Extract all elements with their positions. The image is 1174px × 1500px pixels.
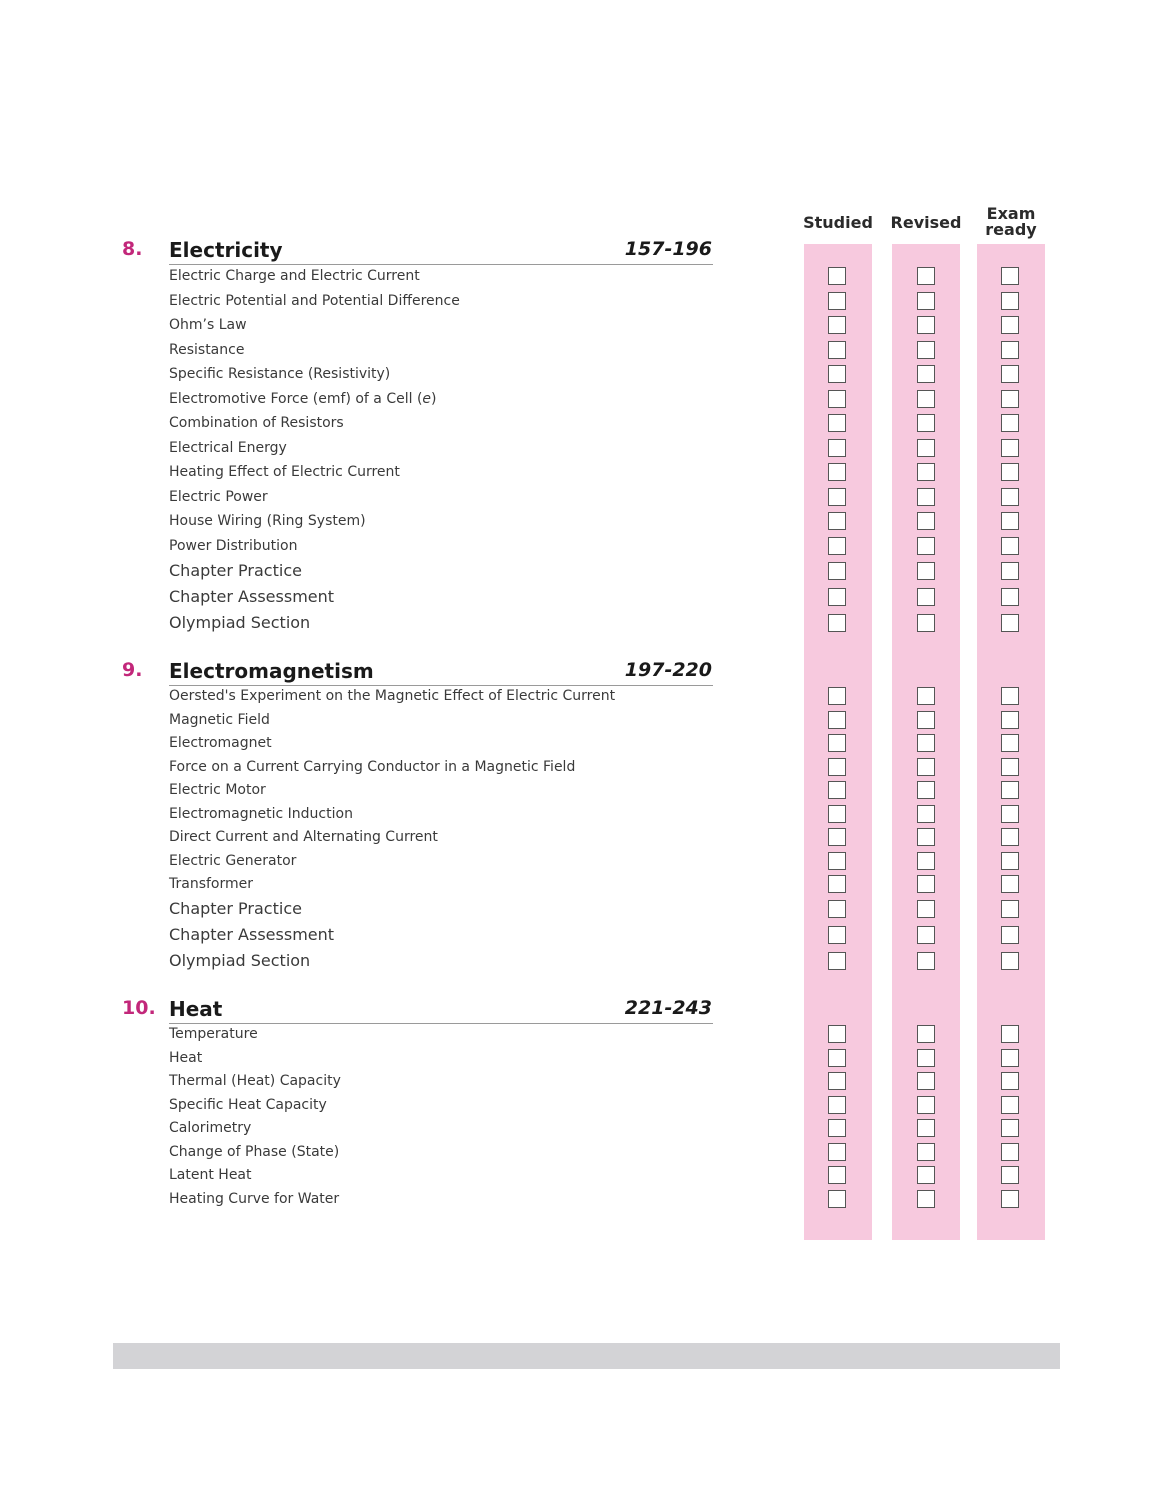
topic-item: Oersted's Experiment on the Magnetic Effect of Electric Current <box>169 688 616 704</box>
revised-column-header: Revised <box>890 213 962 232</box>
revised-checkbox[interactable] <box>917 588 935 606</box>
topic-item: Calorimetry <box>169 1120 252 1136</box>
chapter-divider <box>169 264 713 265</box>
revised-checkbox[interactable] <box>917 926 935 944</box>
chapter-page-range: 197-220 <box>624 659 712 681</box>
studied-column-header: Studied <box>803 213 873 232</box>
exam-ready-checkbox[interactable] <box>1001 734 1019 752</box>
exam-ready-checkbox[interactable] <box>1001 267 1019 285</box>
exam-ready-checkbox[interactable] <box>1001 758 1019 776</box>
exam-ready-checkbox[interactable] <box>1001 512 1019 530</box>
topic-extra: Chapter Practice <box>169 899 302 918</box>
topic-extra: Chapter Assessment <box>169 587 335 606</box>
revised-checkbox[interactable] <box>917 488 935 506</box>
topic-extra: Olympiad Section <box>169 613 311 632</box>
topic-item: Electric Charge and Electric Current <box>169 268 420 284</box>
exam-ready-checkbox[interactable] <box>1001 926 1019 944</box>
studied-checkbox[interactable] <box>828 1025 846 1043</box>
exam-ready-checkbox[interactable] <box>1001 316 1019 334</box>
revised-checkbox[interactable] <box>917 900 935 918</box>
footer-bar <box>113 1343 1060 1369</box>
chapter-page-range: 157-196 <box>624 238 712 260</box>
exam-ready-header-line1: Exam <box>986 204 1036 223</box>
studied-checkbox[interactable] <box>828 537 846 555</box>
chapter-page-range: 221-243 <box>624 997 712 1019</box>
revised-checkbox[interactable] <box>917 614 935 632</box>
exam-ready-checkbox[interactable] <box>1001 562 1019 580</box>
topic-item: Thermal (Heat) Capacity <box>169 1073 341 1089</box>
studied-checkbox[interactable] <box>828 365 846 383</box>
revised-checkbox[interactable] <box>917 537 935 555</box>
topic-item: Specific Resistance (Resistivity) <box>169 366 391 382</box>
topic-item: Electromagnetic Induction <box>169 806 353 822</box>
exam-ready-checkbox[interactable] <box>1001 805 1019 823</box>
exam-ready-checkbox[interactable] <box>1001 341 1019 359</box>
chapter-number: 8. <box>122 238 143 260</box>
revised-checkbox[interactable] <box>917 875 935 893</box>
studied-checkbox[interactable] <box>828 588 846 606</box>
topic-item: Power Distribution <box>169 538 298 554</box>
exam-ready-checkbox[interactable] <box>1001 537 1019 555</box>
studied-checkbox[interactable] <box>828 1049 846 1067</box>
revised-checkbox[interactable] <box>917 758 935 776</box>
chapter-number: 10. <box>122 997 156 1019</box>
exam-ready-checkbox[interactable] <box>1001 711 1019 729</box>
revised-checkbox[interactable] <box>917 1166 935 1184</box>
exam-ready-checkbox[interactable] <box>1001 1143 1019 1161</box>
revised-checkbox[interactable] <box>917 512 935 530</box>
topic-item: Electric Generator <box>169 853 297 869</box>
revised-checkbox[interactable] <box>917 267 935 285</box>
revised-checkbox[interactable] <box>917 341 935 359</box>
studied-checkbox[interactable] <box>828 926 846 944</box>
studied-checkbox[interactable] <box>828 828 846 846</box>
studied-checkbox[interactable] <box>828 1119 846 1137</box>
chapter-title: Heat <box>169 997 223 1021</box>
topic-extra: Chapter Assessment <box>169 925 335 944</box>
studied-checkbox[interactable] <box>828 316 846 334</box>
exam-ready-checkbox[interactable] <box>1001 1025 1019 1043</box>
topic-item: Transformer <box>169 876 254 892</box>
revised-checkbox[interactable] <box>917 852 935 870</box>
studied-checkbox[interactable] <box>828 1143 846 1161</box>
revised-checkbox[interactable] <box>917 292 935 310</box>
topic-item: Latent Heat <box>169 1167 252 1183</box>
studied-checkbox[interactable] <box>828 852 846 870</box>
topic-item: Electric Power <box>169 489 268 505</box>
exam-ready-checkbox[interactable] <box>1001 614 1019 632</box>
exam-ready-header-line2: ready <box>985 220 1037 239</box>
studied-checkbox[interactable] <box>828 687 846 705</box>
studied-checkbox[interactable] <box>828 341 846 359</box>
exam-ready-checkbox[interactable] <box>1001 1119 1019 1137</box>
studied-checkbox[interactable] <box>828 1072 846 1090</box>
exam-ready-checkbox[interactable] <box>1001 390 1019 408</box>
revised-checkbox[interactable] <box>917 1072 935 1090</box>
revised-checkbox[interactable] <box>917 439 935 457</box>
studied-checkbox[interactable] <box>828 614 846 632</box>
exam-ready-checkbox[interactable] <box>1001 414 1019 432</box>
exam-ready-checkbox[interactable] <box>1001 687 1019 705</box>
topic-item: Heating Curve for Water <box>169 1191 340 1207</box>
topic-item: Specific Heat Capacity <box>169 1097 327 1113</box>
topic-item: Electrical Energy <box>169 440 287 456</box>
chapter-number: 9. <box>122 659 143 681</box>
exam-ready-checkbox[interactable] <box>1001 875 1019 893</box>
revised-checkbox[interactable] <box>917 1143 935 1161</box>
exam-ready-checkbox[interactable] <box>1001 952 1019 970</box>
revised-checkbox[interactable] <box>917 463 935 481</box>
exam-ready-checkbox[interactable] <box>1001 900 1019 918</box>
topic-item: Electromotive Force (emf) of a Cell (e) <box>169 391 437 407</box>
studied-checkbox[interactable] <box>828 952 846 970</box>
exam-ready-checkbox[interactable] <box>1001 852 1019 870</box>
exam-ready-checkbox[interactable] <box>1001 781 1019 799</box>
topic-item: Electric Motor <box>169 782 266 798</box>
revised-checkbox[interactable] <box>917 1119 935 1137</box>
studied-checkbox[interactable] <box>828 1190 846 1208</box>
revised-checkbox[interactable] <box>917 414 935 432</box>
revised-checkbox[interactable] <box>917 562 935 580</box>
exam-ready-checkbox[interactable] <box>1001 1190 1019 1208</box>
exam-ready-checkbox[interactable] <box>1001 828 1019 846</box>
exam-ready-checkbox[interactable] <box>1001 292 1019 310</box>
studied-checkbox[interactable] <box>828 267 846 285</box>
exam-ready-checkbox[interactable] <box>1001 1072 1019 1090</box>
chapter-title: Electromagnetism <box>169 659 374 683</box>
exam-ready-checkbox[interactable] <box>1001 439 1019 457</box>
revised-checkbox[interactable] <box>917 1049 935 1067</box>
topic-item: Electromagnet <box>169 735 272 751</box>
revised-checkbox[interactable] <box>917 365 935 383</box>
revised-checkbox[interactable] <box>917 734 935 752</box>
topic-item: Ohm’s Law <box>169 317 247 333</box>
studied-checkbox[interactable] <box>828 900 846 918</box>
studied-checkbox[interactable] <box>828 463 846 481</box>
exam-ready-checkbox[interactable] <box>1001 463 1019 481</box>
chapter-title: Electricity <box>169 238 283 262</box>
topic-item: Combination of Resistors <box>169 415 344 431</box>
studied-checkbox[interactable] <box>828 781 846 799</box>
revised-checkbox[interactable] <box>917 390 935 408</box>
revised-checkbox[interactable] <box>917 1190 935 1208</box>
topic-item: Change of Phase (State) <box>169 1144 340 1160</box>
topic-item: Heating Effect of Electric Current <box>169 464 400 480</box>
studied-checkbox[interactable] <box>828 734 846 752</box>
studied-checkbox[interactable] <box>828 1166 846 1184</box>
studied-checkbox[interactable] <box>828 1096 846 1114</box>
topic-item: Direct Current and Alternating Current <box>169 829 438 845</box>
revised-checkbox[interactable] <box>917 1025 935 1043</box>
revised-checkbox[interactable] <box>917 805 935 823</box>
topic-item: Electric Potential and Potential Difference <box>169 293 460 309</box>
studied-checkbox[interactable] <box>828 562 846 580</box>
revised-checkbox[interactable] <box>917 828 935 846</box>
topic-item: Force on a Current Carrying Conductor in a Magnetic Field <box>169 759 576 775</box>
revised-checkbox[interactable] <box>917 711 935 729</box>
studied-checkbox[interactable] <box>828 758 846 776</box>
studied-checkbox[interactable] <box>828 292 846 310</box>
studied-checkbox[interactable] <box>828 805 846 823</box>
studied-checkbox[interactable] <box>828 512 846 530</box>
exam-ready-checkbox[interactable] <box>1001 1096 1019 1114</box>
exam-ready-column-header <box>971 206 1051 238</box>
studied-checkbox[interactable] <box>828 488 846 506</box>
revised-checkbox[interactable] <box>917 781 935 799</box>
exam-ready-checkbox[interactable] <box>1001 588 1019 606</box>
revised-checkbox[interactable] <box>917 687 935 705</box>
studied-checkbox[interactable] <box>828 875 846 893</box>
revised-checkbox[interactable] <box>917 316 935 334</box>
studied-checkbox[interactable] <box>828 414 846 432</box>
exam-ready-checkbox[interactable] <box>1001 1166 1019 1184</box>
topic-extra: Olympiad Section <box>169 951 311 970</box>
revised-checkbox[interactable] <box>917 952 935 970</box>
topic-item: Heat <box>169 1050 203 1066</box>
exam-ready-checkbox[interactable] <box>1001 488 1019 506</box>
studied-checkbox[interactable] <box>828 390 846 408</box>
exam-ready-checkbox[interactable] <box>1001 365 1019 383</box>
studied-checkbox[interactable] <box>828 711 846 729</box>
topic-item: Magnetic Field <box>169 712 270 728</box>
topic-item: Temperature <box>169 1026 258 1042</box>
revised-checkbox[interactable] <box>917 1096 935 1114</box>
studied-checkbox[interactable] <box>828 439 846 457</box>
topic-extra: Chapter Practice <box>169 561 302 580</box>
exam-ready-checkbox[interactable] <box>1001 1049 1019 1067</box>
topic-item: House Wiring (Ring System) <box>169 513 366 529</box>
topic-item: Resistance <box>169 342 245 358</box>
